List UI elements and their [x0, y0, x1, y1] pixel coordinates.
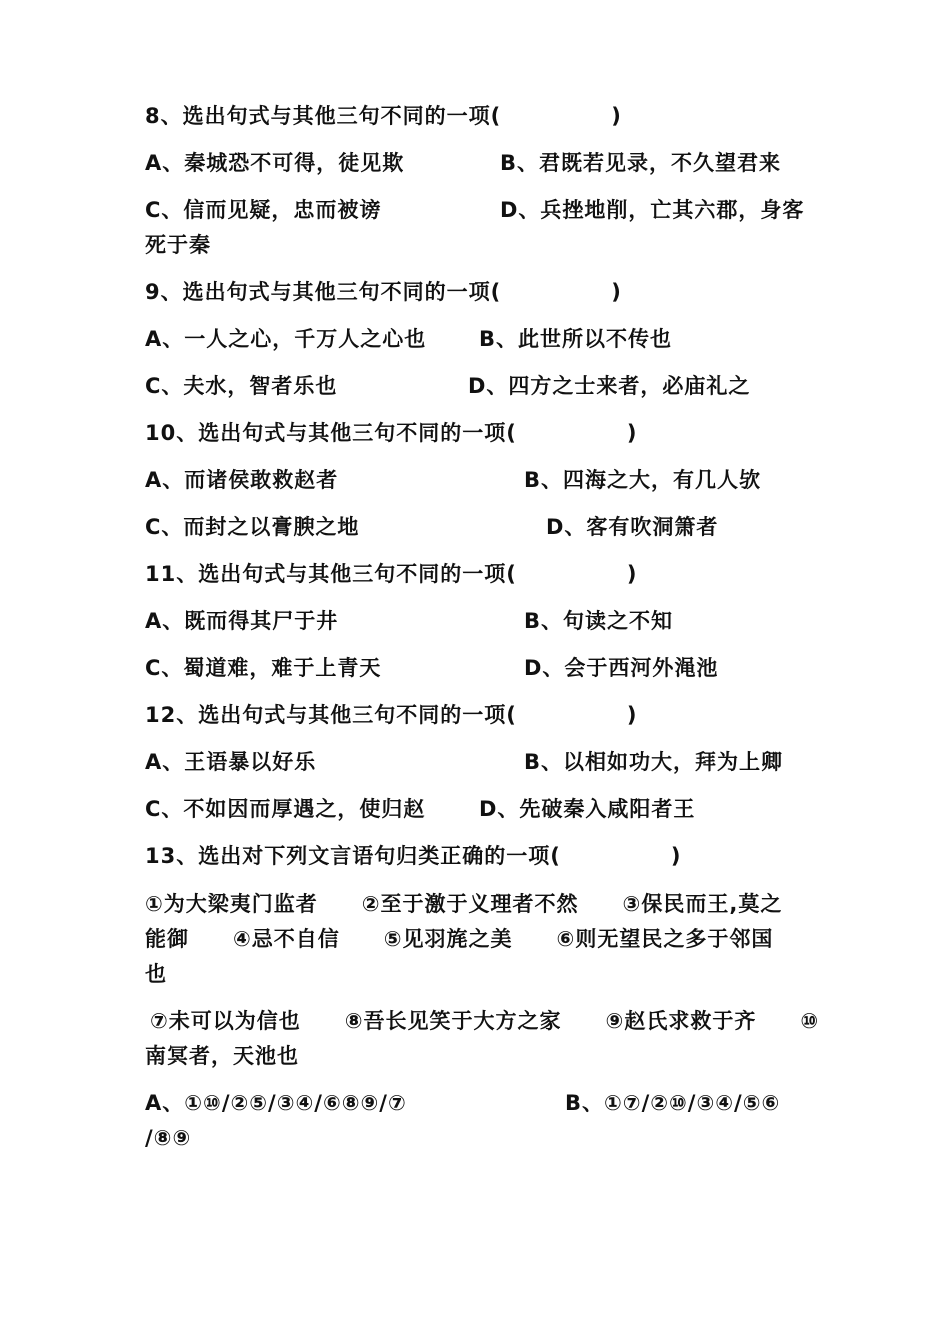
q12-option-d: D、先破秦入咸阳者王 [479, 797, 696, 821]
q8-option-b: B、君既若见录，不久望君来 [500, 151, 782, 175]
question-8-stem: 8、选出句式与其他三句不同的一项( ) [145, 104, 622, 128]
question-13-stem: 13、选出对下列文言语句归类正确的一项( ) [145, 844, 682, 868]
q10-option-a: A、而诸侯敢救赵者 [145, 468, 339, 492]
q13-sentence-list-line-1: ①为大梁夷门监者 ②至于激于义理者不然 ③保民而王,莫之 [145, 892, 783, 916]
q13-option-a: A、①⑩/②⑤/③④/⑥⑧⑨/⑦ [145, 1091, 407, 1115]
q9-option-b: B、此世所以不传也 [479, 327, 673, 351]
q13-sentence-list-line-4: ⑦未可以为信也 ⑧吾长见笑于大方之家 ⑨赵氏求救于齐 ⑩ [150, 1009, 820, 1033]
q8-option-d-continued: 死于秦 [145, 233, 211, 257]
q9-option-d: D、四方之士来者，必庙礼之 [468, 374, 751, 398]
q10-option-d: D、客有吹洞箫者 [546, 515, 719, 539]
q9-option-a: A、一人之心，千万人之心也 [145, 327, 427, 351]
question-9-stem: 9、选出句式与其他三句不同的一项( ) [145, 280, 622, 304]
q13-sentence-list-line-3: 也 [145, 962, 167, 986]
q11-option-b: B、句读之不知 [524, 609, 674, 633]
q11-option-a: A、既而得其尸于井 [145, 609, 339, 633]
q13-option-b-continued: /⑧⑨ [145, 1126, 192, 1150]
q13-option-b: B、①⑦/②⑩/③④/⑤⑥ [565, 1091, 781, 1115]
q12-option-b: B、以相如功大，拜为上卿 [524, 750, 784, 774]
q13-sentence-list-line-2: 能御 ④忌不自信 ⑤见羽旄之美 ⑥则无望民之多于邻国 [145, 927, 774, 951]
q12-option-a: A、王语暴以好乐 [145, 750, 317, 774]
q8-option-a: A、秦城恐不可得，徒见欺 [145, 151, 405, 175]
q10-option-c: C、而封之以膏腴之地 [145, 515, 360, 539]
q10-option-b: B、四海之大，有几人欤 [524, 468, 762, 492]
q12-option-c: C、不如因而厚遇之，使归赵 [145, 797, 426, 821]
question-10-stem: 10、选出句式与其他三句不同的一项( ) [145, 421, 638, 445]
q8-option-d: D、兵挫地削，亡其六郡，身客 [500, 198, 805, 222]
q11-option-c: C、蜀道难，难于上青天 [145, 656, 382, 680]
question-12-stem: 12、选出句式与其他三句不同的一项( ) [145, 703, 638, 727]
q9-option-c: C、夫水，智者乐也 [145, 374, 338, 398]
question-11-stem: 11、选出句式与其他三句不同的一项( ) [145, 562, 638, 586]
q8-option-c: C、信而见疑，忠而被谤 [145, 198, 382, 222]
q11-option-d: D、会于西河外渑池 [524, 656, 719, 680]
q13-sentence-list-line-5: 南冥者，天池也 [145, 1044, 299, 1068]
